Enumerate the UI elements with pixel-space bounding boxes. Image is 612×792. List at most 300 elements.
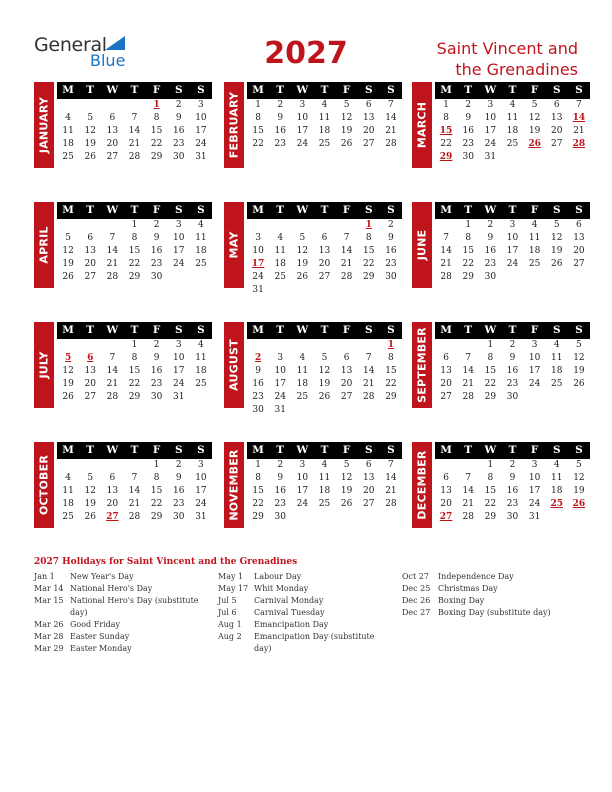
weekday-label: F xyxy=(342,84,351,96)
month-label xyxy=(224,442,244,528)
holiday-day-cell: 6 xyxy=(87,353,94,363)
day-cell: 7 xyxy=(388,460,394,470)
day-cell: 27 xyxy=(551,139,563,149)
day-cell: 25 xyxy=(296,392,309,402)
holiday-date: Jan 1 xyxy=(34,572,55,581)
weekday-label: M xyxy=(252,444,264,456)
weekday-label: S xyxy=(364,204,373,216)
day-cell: 15 xyxy=(128,246,141,256)
day-cell: 13 xyxy=(318,246,331,256)
day-cell: 11 xyxy=(318,113,331,123)
day-cell: 11 xyxy=(195,233,207,243)
empty-cell xyxy=(358,284,380,297)
month-label-text: JUNE xyxy=(415,229,429,261)
day-cell: 30 xyxy=(385,272,397,282)
day-cell: 16 xyxy=(274,486,286,496)
day-cell: 20 xyxy=(573,246,585,256)
weekday-label: W xyxy=(296,444,309,456)
day-cell: 18 xyxy=(318,486,331,496)
weekday-label: F xyxy=(152,204,161,216)
day-cell: 15 xyxy=(150,486,163,496)
empty-cell xyxy=(435,339,457,352)
day-cell: 23 xyxy=(274,499,286,509)
week-row xyxy=(244,271,402,284)
day-cell: 17 xyxy=(296,126,309,136)
empty-cell xyxy=(457,459,479,472)
day-cell: 7 xyxy=(388,100,394,110)
holiday-date: Jul 5 xyxy=(218,596,237,605)
day-cell: 26 xyxy=(551,259,563,269)
week-row xyxy=(54,99,212,112)
day-cell: 14 xyxy=(462,366,474,376)
weekday-header xyxy=(244,322,402,339)
weekday-label: W xyxy=(484,324,497,336)
day-cell: 6 xyxy=(109,473,116,483)
day-cell: 1 xyxy=(255,100,261,110)
month-september xyxy=(412,322,590,408)
day-cell: 18 xyxy=(274,259,286,269)
month-grid xyxy=(432,442,590,524)
day-cell: 24 xyxy=(528,379,541,389)
empty-cell xyxy=(247,339,269,352)
empty-cell xyxy=(380,284,402,297)
weekday-label: F xyxy=(152,324,161,336)
day-cell: 14 xyxy=(385,113,397,123)
empty-cell xyxy=(524,271,546,284)
day-cell: 13 xyxy=(106,486,119,496)
day-cell: 31 xyxy=(173,392,185,402)
day-cell: 10 xyxy=(484,113,497,123)
weekday-label: M xyxy=(440,444,452,456)
day-cell: 24 xyxy=(195,499,207,509)
weekday-label: S xyxy=(387,84,395,96)
day-cell: 7 xyxy=(443,233,449,243)
week-row xyxy=(54,125,212,138)
day-cell: 7 xyxy=(365,353,372,363)
day-cell: 25 xyxy=(62,152,74,162)
empty-cell xyxy=(101,459,123,472)
day-cell: 21 xyxy=(106,259,119,269)
day-cell: 7 xyxy=(109,233,116,243)
day-cell: 20 xyxy=(551,126,563,136)
empty-cell xyxy=(168,271,190,284)
weekday-label: S xyxy=(575,84,583,96)
day-cell: 16 xyxy=(274,126,286,136)
weekday-label: S xyxy=(174,84,183,96)
weekday-label: F xyxy=(152,444,161,456)
month-february xyxy=(224,82,402,168)
day-cell: 23 xyxy=(150,259,163,269)
day-cell: 5 xyxy=(87,473,94,483)
empty-cell xyxy=(123,99,145,112)
empty-cell xyxy=(568,271,590,284)
holiday-item xyxy=(34,631,209,643)
weekday-label: S xyxy=(174,204,183,216)
week-row xyxy=(54,511,212,524)
day-cell: 24 xyxy=(195,139,207,149)
weekday-label: T xyxy=(464,84,473,96)
day-cell: 7 xyxy=(131,473,138,483)
day-cell: 15 xyxy=(128,366,141,376)
day-cell: 10 xyxy=(252,246,264,256)
day-cell: 2 xyxy=(388,220,394,230)
holiday-name: Boxing Day xyxy=(438,596,485,605)
day-cell: 2 xyxy=(509,340,516,350)
day-cell: 28 xyxy=(128,152,141,162)
weekday-header xyxy=(432,82,590,99)
day-cell: 5 xyxy=(343,460,350,470)
holiday-column xyxy=(402,571,577,619)
month-label-text: SEPTEMBER xyxy=(415,327,429,403)
empty-cell xyxy=(57,339,79,352)
weekday-label: M xyxy=(252,84,264,96)
month-grid xyxy=(432,202,590,284)
weekday-label: F xyxy=(530,324,539,336)
empty-cell xyxy=(358,339,380,352)
month-july xyxy=(34,322,212,408)
day-cell: 10 xyxy=(195,473,207,483)
day-cell: 2 xyxy=(175,460,182,470)
empty-cell xyxy=(313,284,335,297)
holiday-day-cell: 2 xyxy=(254,353,262,363)
weekday-label: W xyxy=(484,444,497,456)
weekday-label: S xyxy=(552,444,561,456)
day-cell: 1 xyxy=(465,220,472,230)
weekday-label: T xyxy=(130,204,139,216)
day-cell: 6 xyxy=(443,353,449,363)
month-label-text: DECEMBER xyxy=(415,450,429,520)
day-cell: 4 xyxy=(65,473,71,483)
day-cell: 5 xyxy=(65,233,71,243)
month-grid xyxy=(54,202,212,284)
holiday-date: Mar 15 xyxy=(34,596,64,605)
day-cell: 20 xyxy=(340,379,353,389)
week-row xyxy=(432,258,590,271)
day-cell: 30 xyxy=(506,512,519,522)
day-cell: 1 xyxy=(153,460,160,470)
country-name xyxy=(378,38,578,80)
holiday-day-cell: 1 xyxy=(153,100,160,110)
day-cell: 9 xyxy=(277,113,284,123)
day-cell: 26 xyxy=(84,152,96,162)
week-row xyxy=(432,378,590,391)
day-cell: 7 xyxy=(109,353,116,363)
day-cell: 16 xyxy=(484,246,497,256)
day-cell: 11 xyxy=(528,233,541,243)
holiday-name: Christmas Day xyxy=(438,584,498,593)
day-cell: 13 xyxy=(340,366,353,376)
day-cell: 15 xyxy=(252,486,264,496)
day-cell: 16 xyxy=(506,486,519,496)
weekday-label: T xyxy=(508,324,517,336)
logo-text-blue: Blue xyxy=(90,51,126,70)
holiday-item xyxy=(402,583,577,595)
holiday-date: Mar 26 xyxy=(34,620,64,629)
weekday-label: W xyxy=(296,324,309,336)
week-row xyxy=(244,498,402,511)
weekday-header xyxy=(54,442,212,459)
day-cell: 5 xyxy=(576,460,582,470)
week-row xyxy=(432,365,590,378)
day-cell: 19 xyxy=(573,366,585,376)
day-cell: 16 xyxy=(506,366,519,376)
day-cell: 27 xyxy=(106,152,119,162)
empty-cell xyxy=(546,151,568,164)
day-cell: 15 xyxy=(150,126,163,136)
empty-cell xyxy=(79,219,101,232)
week-row xyxy=(54,339,212,352)
day-cell: 31 xyxy=(484,152,497,162)
day-cell: 10 xyxy=(173,353,185,363)
day-cell: 22 xyxy=(252,499,264,509)
day-cell: 27 xyxy=(573,259,585,269)
weekday-label: S xyxy=(364,324,373,336)
day-cell: 22 xyxy=(128,259,141,269)
weekday-label: S xyxy=(387,444,395,456)
empty-cell xyxy=(313,339,335,352)
day-cell: 17 xyxy=(484,126,497,136)
weekday-label: W xyxy=(296,84,309,96)
month-label xyxy=(224,82,244,168)
empty-cell xyxy=(101,99,123,112)
weekday-label: W xyxy=(296,204,309,216)
empty-cell xyxy=(501,271,523,284)
day-cell: 5 xyxy=(299,233,306,243)
holiday-item xyxy=(34,643,209,655)
day-cell: 1 xyxy=(487,460,494,470)
empty-cell xyxy=(247,219,269,232)
day-cell: 21 xyxy=(340,259,353,269)
day-cell: 25 xyxy=(318,139,331,149)
day-cell: 1 xyxy=(487,340,494,350)
day-cell: 5 xyxy=(531,100,538,110)
weekday-label: T xyxy=(464,204,473,216)
day-cell: 15 xyxy=(462,246,474,256)
day-cell: 16 xyxy=(150,246,163,256)
empty-cell xyxy=(57,219,79,232)
week-row xyxy=(244,472,402,485)
day-cell: 13 xyxy=(440,486,452,496)
weekday-label: F xyxy=(342,324,351,336)
holiday-item xyxy=(218,571,393,583)
weekday-header xyxy=(244,202,402,219)
day-cell: 8 xyxy=(131,233,138,243)
day-cell: 29 xyxy=(150,152,163,162)
day-cell: 15 xyxy=(385,366,397,376)
holiday-name: Easter Monday xyxy=(70,644,132,653)
month-label xyxy=(412,442,432,528)
week-row xyxy=(54,459,212,472)
day-cell: 11 xyxy=(551,473,563,483)
week-row xyxy=(432,459,590,472)
day-cell: 12 xyxy=(573,353,585,363)
holiday-item xyxy=(34,571,209,583)
day-cell: 3 xyxy=(277,353,284,363)
holiday-date: Aug 1 xyxy=(218,620,242,629)
day-cell: 22 xyxy=(128,379,141,389)
holiday-date: Jul 6 xyxy=(218,608,237,617)
day-cell: 21 xyxy=(573,126,585,136)
month-grid xyxy=(244,82,402,151)
day-cell: 8 xyxy=(153,113,160,123)
weekday-label: W xyxy=(484,204,497,216)
day-cell: 20 xyxy=(106,139,119,149)
day-cell: 8 xyxy=(255,473,261,483)
day-cell: 19 xyxy=(318,379,331,389)
day-cell: 23 xyxy=(252,392,264,402)
day-cell: 7 xyxy=(465,473,472,483)
weekday-label: T xyxy=(508,444,517,456)
day-cell: 24 xyxy=(528,499,541,509)
day-cell: 27 xyxy=(363,139,375,149)
week-row xyxy=(244,112,402,125)
empty-cell xyxy=(190,391,212,404)
month-label xyxy=(34,442,54,528)
empty-cell xyxy=(123,459,145,472)
month-grid xyxy=(244,202,402,297)
holiday-day-cell: 14 xyxy=(572,113,586,123)
day-cell: 26 xyxy=(84,512,96,522)
day-cell: 26 xyxy=(340,499,353,509)
day-cell: 28 xyxy=(340,272,353,282)
day-cell: 19 xyxy=(62,379,74,389)
day-cell: 17 xyxy=(528,366,541,376)
day-cell: 17 xyxy=(173,366,185,376)
day-cell: 12 xyxy=(551,233,563,243)
day-cell: 1 xyxy=(131,340,138,350)
day-cell: 24 xyxy=(252,272,264,282)
day-cell: 26 xyxy=(573,379,585,389)
weekday-label: F xyxy=(530,204,539,216)
day-cell: 24 xyxy=(296,499,309,509)
holiday-day-cell: 1 xyxy=(387,340,395,350)
day-cell: 19 xyxy=(528,126,541,136)
weekday-label: S xyxy=(575,324,583,336)
day-cell: 30 xyxy=(150,392,163,402)
week-row xyxy=(244,138,402,151)
day-cell: 24 xyxy=(173,259,185,269)
day-cell: 6 xyxy=(109,113,116,123)
day-cell: 21 xyxy=(385,486,397,496)
day-cell: 30 xyxy=(274,512,286,522)
week-row xyxy=(244,339,402,352)
month-grid xyxy=(54,82,212,164)
empty-cell xyxy=(313,511,335,524)
week-row xyxy=(244,365,402,378)
day-cell: 18 xyxy=(296,379,309,389)
holiday-day-cell: 26 xyxy=(572,499,586,509)
day-cell: 25 xyxy=(195,379,207,389)
day-cell: 23 xyxy=(173,139,185,149)
day-cell: 22 xyxy=(150,499,163,509)
day-cell: 30 xyxy=(252,405,264,415)
weekday-label: S xyxy=(174,324,183,336)
weekday-label: W xyxy=(106,84,119,96)
month-january xyxy=(34,82,212,168)
day-cell: 31 xyxy=(252,285,264,295)
day-cell: 29 xyxy=(484,512,497,522)
week-row xyxy=(432,112,590,125)
empty-cell xyxy=(291,219,313,232)
weekday-label: S xyxy=(364,444,373,456)
day-cell: 3 xyxy=(531,460,538,470)
day-cell: 17 xyxy=(195,486,207,496)
month-grid xyxy=(54,442,212,524)
holiday-item xyxy=(34,583,209,595)
week-row xyxy=(432,99,590,112)
day-cell: 30 xyxy=(484,272,497,282)
holiday-name: Labour Day xyxy=(254,572,302,581)
day-cell: 27 xyxy=(84,392,96,402)
empty-cell xyxy=(546,511,568,524)
day-cell: 1 xyxy=(443,100,449,110)
week-row xyxy=(54,219,212,232)
holiday-day-cell: 15 xyxy=(439,126,453,136)
day-cell: 24 xyxy=(296,139,309,149)
month-august xyxy=(224,322,402,415)
day-cell: 30 xyxy=(150,272,163,282)
weekday-label: M xyxy=(62,84,74,96)
day-cell: 12 xyxy=(62,366,74,376)
holiday-name: National Hero's Day xyxy=(70,584,153,593)
month-june xyxy=(412,202,590,288)
holiday-item xyxy=(218,607,393,619)
day-cell: 29 xyxy=(128,272,141,282)
month-label-text: OCTOBER xyxy=(37,454,51,516)
holiday-day-cell: 26 xyxy=(528,139,541,149)
day-cell: 1 xyxy=(131,220,138,230)
week-row xyxy=(432,219,590,232)
holiday-day-cell: 27 xyxy=(106,512,119,522)
day-cell: 26 xyxy=(62,272,74,282)
empty-cell xyxy=(501,151,523,164)
month-label xyxy=(412,82,432,168)
weekday-label: S xyxy=(387,204,395,216)
week-row xyxy=(54,498,212,511)
day-cell: 19 xyxy=(296,259,309,269)
holidays-title: 2027 Holidays for Saint Vincent and the Grenadines xyxy=(34,557,298,567)
day-cell: 19 xyxy=(573,486,585,496)
day-cell: 20 xyxy=(84,259,96,269)
day-cell: 25 xyxy=(506,139,519,149)
day-cell: 19 xyxy=(62,259,74,269)
day-cell: 18 xyxy=(195,366,207,376)
holiday-item xyxy=(34,595,209,619)
day-cell: 23 xyxy=(173,499,185,509)
day-cell: 21 xyxy=(385,126,397,136)
holiday-item xyxy=(34,619,209,631)
holiday-item xyxy=(218,619,393,631)
weekday-label: W xyxy=(106,204,119,216)
month-march xyxy=(412,82,590,168)
holiday-item xyxy=(402,571,577,583)
week-row xyxy=(244,404,402,417)
empty-cell xyxy=(336,339,358,352)
day-cell: 11 xyxy=(195,353,207,363)
month-label-text: APRIL xyxy=(37,226,51,264)
holiday-column xyxy=(218,571,393,655)
day-cell: 10 xyxy=(528,473,541,483)
week-row xyxy=(54,138,212,151)
day-cell: 12 xyxy=(340,473,353,483)
week-row xyxy=(432,138,590,151)
empty-cell xyxy=(336,219,358,232)
day-cell: 4 xyxy=(321,100,328,110)
day-cell: 8 xyxy=(465,233,472,243)
day-cell: 31 xyxy=(528,512,541,522)
weekday-label: T xyxy=(276,324,285,336)
holiday-date: Dec 27 xyxy=(402,608,431,617)
